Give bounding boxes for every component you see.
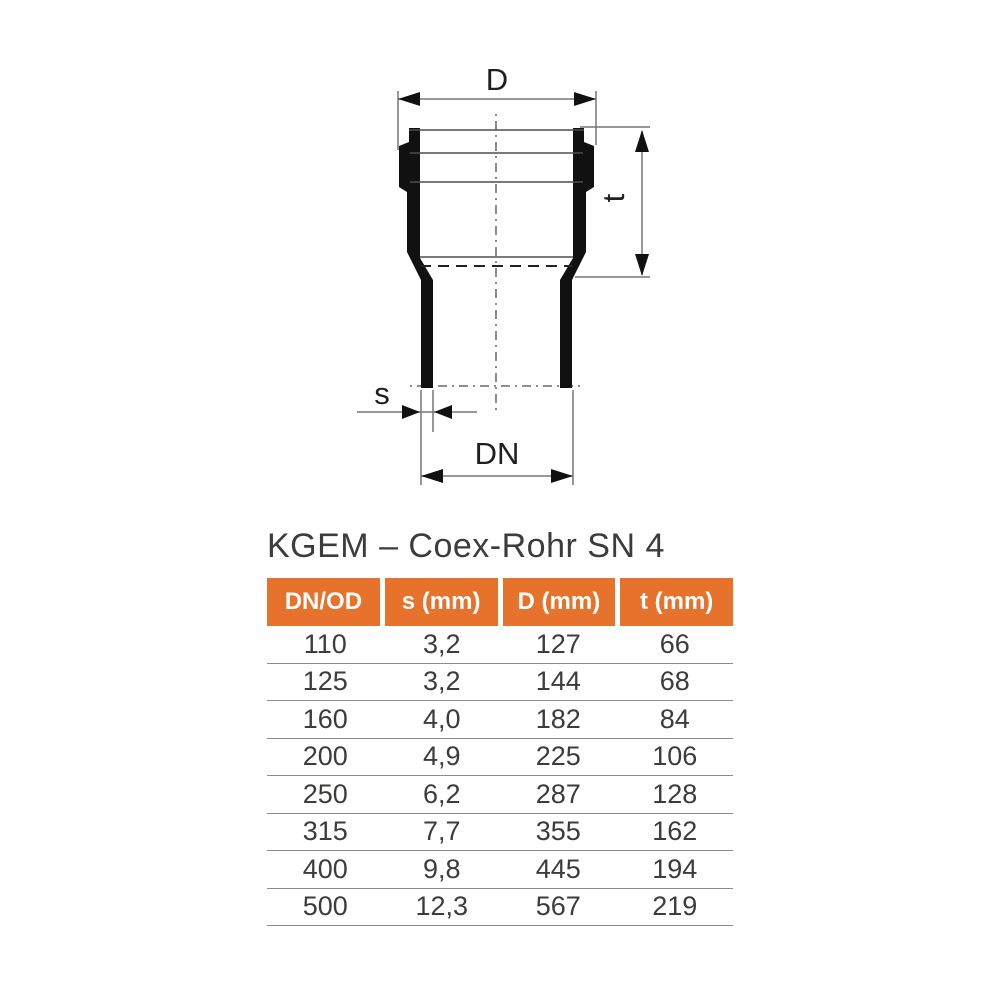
dimension-D bbox=[398, 62, 596, 150]
dimension-s bbox=[357, 376, 477, 485]
cell-t: 162 bbox=[652, 816, 698, 847]
table-row bbox=[267, 851, 733, 889]
table-body bbox=[267, 626, 733, 926]
cell-d: 445 bbox=[535, 853, 581, 884]
arrowhead-right-icon bbox=[574, 92, 596, 106]
cell-t: 219 bbox=[652, 891, 698, 922]
table-row bbox=[267, 739, 733, 777]
cell-s: 4,9 bbox=[422, 741, 461, 772]
table-row bbox=[267, 664, 733, 702]
cell-d: 144 bbox=[535, 666, 581, 697]
cell-d: 225 bbox=[535, 741, 581, 772]
cell-t: 66 bbox=[659, 628, 690, 659]
cell-s: 9,8 bbox=[422, 853, 461, 884]
dim-label-t: t bbox=[596, 193, 631, 203]
arrowhead-left-icon bbox=[421, 469, 443, 483]
cell-d: 355 bbox=[535, 816, 581, 847]
column-header-dn-od: DN/OD bbox=[267, 578, 380, 626]
column-header-t: t (mm) bbox=[620, 578, 733, 626]
column-header-s: s (mm) bbox=[385, 578, 498, 626]
centerline bbox=[410, 114, 584, 410]
cell-d: 127 bbox=[535, 628, 581, 659]
product-title: KGEM – Coex-Rohr SN 4 bbox=[267, 527, 665, 565]
cell-t: 84 bbox=[659, 703, 690, 734]
cell-dn-od: 200 bbox=[302, 741, 348, 772]
arrowhead-left-icon bbox=[434, 405, 452, 419]
cell-s: 6,2 bbox=[422, 778, 461, 809]
arrowhead-left-icon bbox=[398, 92, 420, 106]
dim-label-D: D bbox=[485, 62, 509, 97]
table-header-row bbox=[267, 578, 733, 626]
table-row bbox=[267, 626, 733, 664]
cell-dn-od: 315 bbox=[302, 816, 348, 847]
cell-dn-od: 125 bbox=[302, 666, 348, 697]
table-row bbox=[267, 814, 733, 852]
cell-s: 4,0 bbox=[422, 703, 461, 734]
table-row bbox=[267, 776, 733, 814]
dim-label-DN: DN bbox=[474, 436, 520, 471]
cell-dn-od: 250 bbox=[302, 778, 348, 809]
cell-t: 128 bbox=[652, 778, 698, 809]
pipe-wall-left bbox=[399, 128, 433, 388]
cell-dn-od: 400 bbox=[302, 853, 348, 884]
column-header-d: D (mm) bbox=[503, 578, 616, 626]
cell-t: 194 bbox=[652, 853, 698, 884]
arrowhead-down-icon bbox=[635, 254, 649, 276]
cell-t: 68 bbox=[659, 666, 690, 697]
arrowhead-right-icon bbox=[402, 405, 420, 419]
table-row bbox=[267, 889, 733, 927]
arrowhead-up-icon bbox=[635, 130, 649, 152]
table-row bbox=[267, 701, 733, 739]
cell-t: 106 bbox=[652, 741, 698, 772]
arrowhead-right-icon bbox=[551, 469, 573, 483]
cell-s: 12,3 bbox=[415, 891, 469, 922]
cell-dn-od: 500 bbox=[302, 891, 348, 922]
cell-s: 7,7 bbox=[422, 816, 461, 847]
cell-d: 182 bbox=[535, 703, 581, 734]
cell-dn-od: 160 bbox=[302, 703, 348, 734]
dim-label-s: s bbox=[374, 376, 390, 411]
dimension-table bbox=[267, 578, 733, 926]
dimension-DN bbox=[421, 390, 573, 485]
cell-dn-od: 110 bbox=[303, 628, 347, 659]
cell-s: 3,2 bbox=[422, 666, 461, 697]
cell-d: 567 bbox=[535, 891, 581, 922]
pipe-wall-right bbox=[560, 128, 594, 388]
cell-d: 287 bbox=[535, 778, 581, 809]
cell-s: 3,2 bbox=[422, 628, 461, 659]
